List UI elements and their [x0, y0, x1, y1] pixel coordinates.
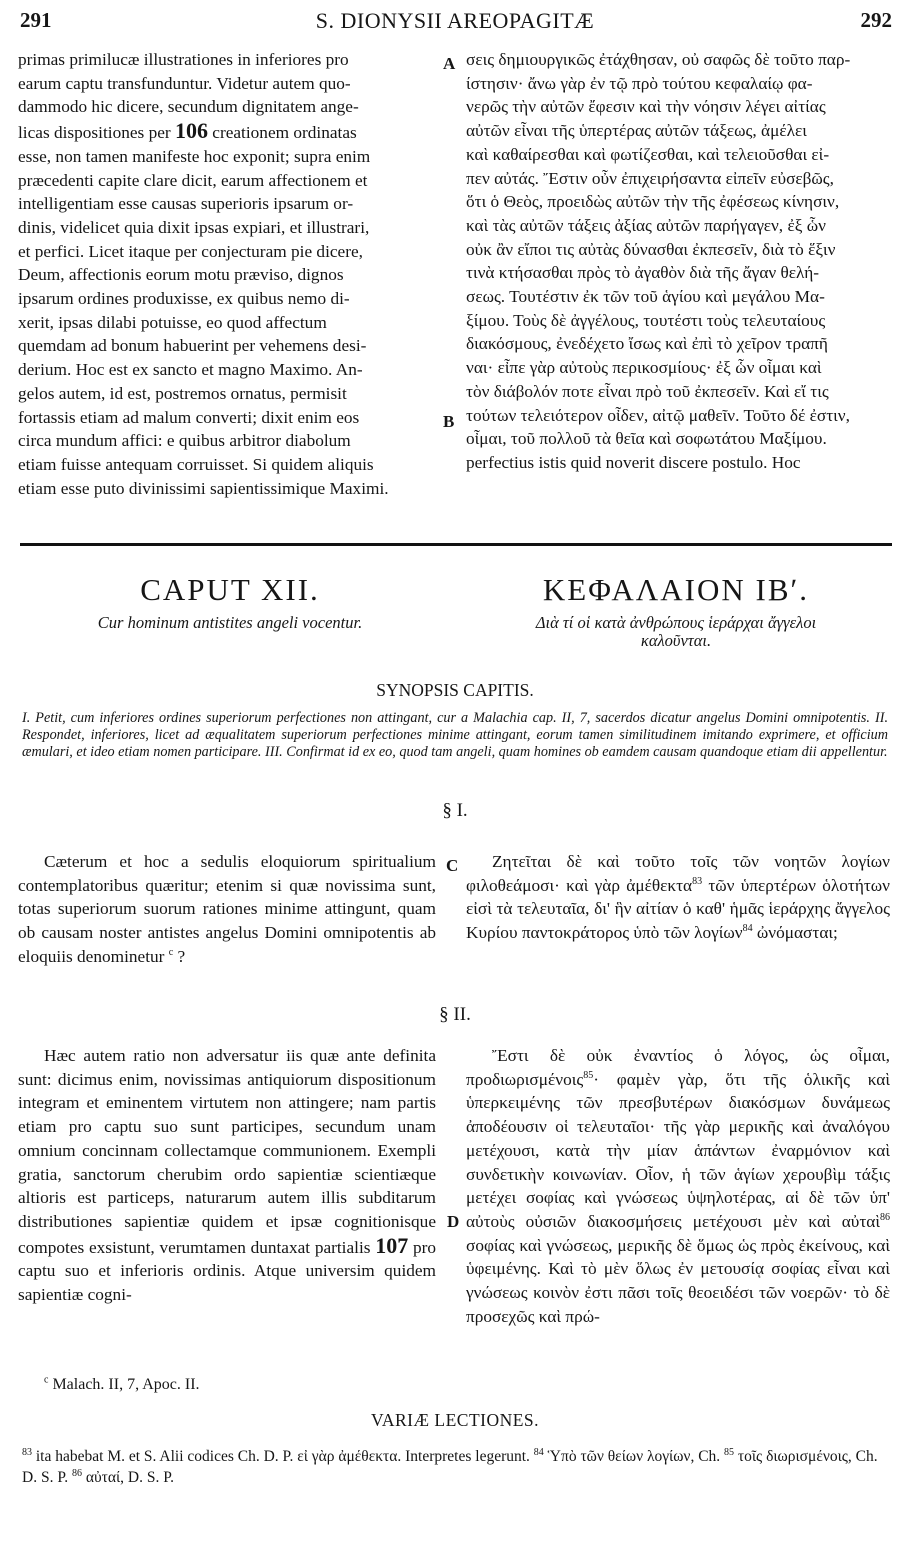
section2-greek — [466, 1044, 890, 1328]
greek-column-top — [466, 48, 890, 475]
variant-text: τοῖς διωρισμένοις, Ch. D. S. P. — [22, 1448, 878, 1486]
variant-number: 84 — [533, 1446, 544, 1458]
synopsis-title: SYNOPSIS CAPITIS. — [376, 680, 534, 700]
column-number: 106 — [174, 118, 208, 144]
greek-line: σεως. Τουτέστιν ἐκ τῶν τοῦ ἁγίου καὶ μεγάλου Μα- — [466, 287, 825, 307]
variant-ref: 84 — [742, 923, 753, 935]
latin-line: intelligentiam esse causas superioris ipsarum or- — [18, 194, 354, 214]
page-number-right: 292 — [860, 8, 892, 32]
latin-line: Deum, affectionis eorum motu præviso, dignos — [18, 265, 344, 285]
latin-line: ipsarum ordines produxisse, ex quibus nemo di- — [18, 289, 350, 309]
variae-lectiones-title: VARIÆ LECTIONES. — [370, 1410, 540, 1430]
greek-line: πεν αὐτάς. Ἔστιν οὖν ἐπιχειρήσαντα εἰπεῖν εὐσεβῶς, — [466, 168, 834, 188]
latin-line: derium. Hoc est ex sancto et magno Maximo. An- — [18, 360, 363, 380]
greek-line: perfectius istis quid noverit discere postulo. Hoc — [466, 452, 801, 472]
latin-line: gelos autem, id est, postremos ornatus, permisit — [18, 383, 347, 403]
variae-lectiones-body — [22, 1446, 892, 1488]
variant-number: 86 — [71, 1467, 82, 1479]
section2-greek-text: σοφίας καὶ γνώσεως, μερικῆς δὲ ὅμως ὡς πρὸς ἐκείνους, καὶ ὑφειμένης. Καὶ τὸ μὲν ὅλως ἐν μετουσίᾳ σοφίας εἶναι καὶ γνώσεως κοινὸν ἐστι πᾶσι τοῖς θεοειδέσι τῶν νοερῶν· τὸ δὲ προσεχῶς καὶ πρώ- — [466, 1235, 890, 1326]
greek-chapter-title: ΚΕΦΑΛΑΙΟΝ ΙΒʹ. — [542, 572, 810, 607]
greek-line: ναι· εἶπε γὰρ αὐτοὺς περικοσμίους· ἐξ ὧν οἶμαι καὶ — [466, 358, 822, 378]
latin-line: esse, non tamen manifeste hoc exponit; supra enim — [18, 146, 371, 166]
section1-greek — [466, 850, 890, 945]
greek-subtitle-line: Διὰ τί οἱ κατὰ ἀνθρώπους ἱεράρχαι ἄγγελοι — [535, 613, 817, 632]
chapter-divider — [20, 543, 892, 546]
latin-line: etiam esse puto divinissimi sapientissimique Maximi. — [18, 478, 389, 498]
greek-line: οὐκ ἂν εἴποι τις αὐτὰς δύνασθαι ἐκπεσεῖν, διὰ τὸ ἕξιν — [466, 239, 836, 259]
latin-line: dammodo hic dicere, secundum dignitatem ange- — [18, 97, 359, 117]
section1-greek-text: τῶν ὑπερτέρων ὁλοτήτων εἰσὶ τὰ τελευταῖα, δι' ἣν αἰτίαν ὁ καθ' ἡμᾶς ἱεράρχης ἄγγελος Κυρίου παντοκράτορος ὑπὸ τῶν λογίων — [466, 875, 890, 943]
section2-greek-text: Ἔστι δὲ οὐκ ἐναντίος ὁ λόγος, ὡς οἶμαι, προδιωρισμένοις — [466, 1046, 890, 1089]
variant-text: Ὑπὸ τῶν θείων λογίων, Ch. — [543, 1448, 721, 1465]
variant-text: αὐταί, D. S. P. — [81, 1469, 174, 1486]
latin-line: earum captu transfunduntur. Videtur autem quo- — [18, 73, 351, 93]
greek-line: ξίμου. Τοὺς δὲ ἀγγέλους, τουτέστι τοὺς τελευταίους — [466, 310, 826, 330]
section1-greek-text: ὠνόμασται; — [752, 923, 838, 943]
margin-marker-a: A — [443, 54, 456, 73]
section2-latin — [18, 1044, 436, 1307]
variant-number: 85 — [724, 1446, 735, 1458]
latin-line: fortassis etiam ad malum converti; dixit enim eos — [18, 407, 360, 427]
greek-line: καὶ καθαίρεσθαι καὶ φωτίζεσθαι, καὶ τελειοῦσθαι εἰ- — [466, 144, 830, 164]
latin-line: etiam fuisse antequam corruisset. Si quidem aliquis — [18, 454, 374, 474]
footnote — [44, 1376, 200, 1394]
section1-latin — [18, 850, 436, 969]
section2-greek-text: · φαμὲν γὰρ, ὅτι τῆς ὁλικῆς καὶ ὑπερκειμένης τῶν πρεσβυτέρων διακόσμων δυνάμεως ἀποδέουσιν οἱ τελευταῖοι· τῆς γὰρ μερικῆς καὶ ἀναλόγου μετέχουσι, κατὰ τὴν μίαν ἁπάντων ἐναρμόνιον καὶ συνδετικὴν κοινωνίαν. Οἷον, ἡ τῶν ἁγίων χερουβὶμ τάξις μετέχει σοφίας καὶ γνώσεως ὑψηλοτέρας, αἱ δὲ τῶν ὑπ' αὐτοὺς οὐσιῶν διακοσμήσεις μετέχουσι μὲν καὶ αὐταὶ — [466, 1069, 890, 1231]
section1-latin-end: ? — [173, 946, 186, 966]
greek-line: ίστησιν· ἄνω γὰρ ἐν τῷ πρὸ τούτου κεφαλαίῳ φα- — [466, 73, 813, 93]
margin-marker-c: C — [446, 856, 459, 875]
latin-fragment: creationem ordinatas — [212, 123, 357, 143]
latin-fragment: licas dispositiones per — [18, 123, 171, 143]
latin-line: xerit, ipsas dilabi potuisse, eo quod affectum — [18, 312, 327, 332]
margin-marker-d: D — [447, 1212, 460, 1231]
synopsis-text: I. Petit, cum inferiores ordines superiorum perfectiones non attingant, cur a Malachia cap. II, 7, sacerdos dicatur angelus Domini omnipotentis. II. Respondet, inferiores, licet ad æqualitatem superiorum perfectiones minime attingant, eorum tamen similitudinem imitando exprimere, et officium æmulari, et ideo etiam nomen participare. III. Confirmat id ex eo, quod tam angeli, quam homines ob eamdem causam quandoque etiam dii appellentur. — [22, 710, 888, 760]
section1-greek-text: Ζητεῖται δὲ καὶ τοῦτο τοῖς τῶν νοητῶν λογίων φιλοθεάμοσι· καὶ γὰρ ἀμέθεκτα — [466, 852, 890, 895]
variant-ref: 86 — [880, 1212, 890, 1224]
greek-line: τινὰ κτήσασθαι πρὸς τὸ ἀγαθὸν διὰ τῆς ἄγαν θελή- — [466, 263, 820, 283]
latin-line: et perfici. Licet itaque per conjecturam pie dicere, — [18, 241, 363, 261]
greek-line: ὅτι ὁ Θεὸς, προειδὼς αὐτῶν τὴν τῆς ἐφέσεως κίνησιν, — [466, 192, 840, 212]
variant-ref: 85 — [583, 1069, 594, 1081]
column-number: 107 — [375, 1232, 409, 1258]
variant-text: ita habebat M. et S. Alii codices Ch. D. P. εἰ γὰρ ἀμέθεκτα. Interpretes legerunt. — [32, 1448, 530, 1465]
footnote-text: Malach. II, 7, Apoc. II. — [48, 1376, 200, 1393]
greek-line: καὶ τὰς αὐτῶν τάξεις ἀξίας αὐτῶν παρήγαγεν, ἐξ ὧν — [466, 215, 826, 235]
margin-marker-b: B — [443, 412, 455, 431]
section2-latin-text: pro captu suo et inferioris ordinis. Atque universim quidem sapientiæ cogni- — [18, 1237, 436, 1305]
latin-chapter-title: CAPUT XII. — [140, 572, 320, 607]
latin-line: dinis, videlicet quia dixit ipsas expiari, et illustrari, — [18, 217, 370, 237]
running-title: S. DIONYSII AREOPAGITÆ — [315, 8, 595, 33]
section1-latin-text: Cæterum et hoc a sedulis eloquiorum spiritualium contemplatoribus quæritur; etenim si quæ novissima sunt, totas superiorum suorum rationes minime attingunt, quam ob causam noster antistes angelus Domini omnipotentis ab eloquiis denominetur — [18, 852, 436, 966]
greek-line: σεις δημιουργικῶς ἐτάχθησαν, οὐ σαφῶς δὲ τοῦτο παρ- — [466, 50, 851, 69]
latin-line: circa mundum affici: e quibus arbitror diabolum — [18, 431, 351, 451]
latin-line — [18, 119, 436, 145]
footnote-ref: c — [168, 947, 174, 959]
latin-chapter-subtitle: Cur hominum antistites angeli vocentur. — [97, 613, 363, 632]
section2-latin-text: Hæc autem ratio non adversatur iis quæ ante definita sunt: dicimus enim, novissimas antiquiorum dispositionum integram et eminentem virtutem non attingere; nam partis etiam pro captu suo sunt participes, secundum unam omnium concinnam collectamque communionem. Exempli gratia, sanctorum cherubim ordo sapientiæ scientiæque altioris est particeps, naturarum autem illis subditarum distributiones sapientiæ quidem et ipsæ cognitionisque compotes exsistunt, verumtamen duntaxat partialis — [18, 1046, 436, 1257]
latin-column-top — [18, 48, 436, 500]
section-heading-2: § II. — [439, 1004, 471, 1025]
page-number-left: 291 — [20, 8, 52, 32]
greek-line: νερῶς τὴν αὐτῶν ἔφεσιν καὶ τὴν νόησιν λέγει αἰτίας — [466, 97, 826, 117]
variant-ref: 83 — [692, 875, 703, 887]
greek-line: αὐτῶν εἶναι τῆς ὑπερτέρας αὐτῶν τάξεως, ἀμέλει — [466, 121, 807, 141]
footnote-mark: c — [44, 1374, 49, 1386]
greek-chapter-heading — [460, 572, 892, 650]
latin-line: quemdam ad bonum habuerint per vehemens desi- — [18, 336, 367, 356]
latin-line: præcedenti capite clare dicit, earum affectionem et — [18, 170, 368, 190]
greek-line: τὸν διάβολόν ποτε εἶναι πρὸ τοῦ ἐκπεσεῖν. Καὶ εἴ τις — [466, 381, 829, 401]
latin-line: primas primilucæ illustrationes in inferiores pro — [18, 50, 349, 69]
greek-line: διακόσμους, ἐνεδέχετο ἴσως καὶ ἐπὶ τὸ χεῖρον τραπῆ — [466, 334, 828, 354]
greek-chapter-subtitle — [460, 614, 892, 650]
variant-number: 83 — [22, 1446, 32, 1458]
greek-subtitle-line: καλοῦνται. — [640, 631, 712, 650]
section-heading-1: § I. — [442, 800, 468, 821]
greek-line: οἶμαι, τοῦ πολλοῦ τὰ θεῖα καὶ σοφωτάτου Μαξίμου. — [466, 429, 827, 449]
latin-chapter-heading — [20, 572, 440, 632]
greek-line: τούτων τελειότερον οἶδεν, αἰτῷ μαθεῖν. Τοῦτο δέ ἐστιν, — [466, 405, 850, 425]
